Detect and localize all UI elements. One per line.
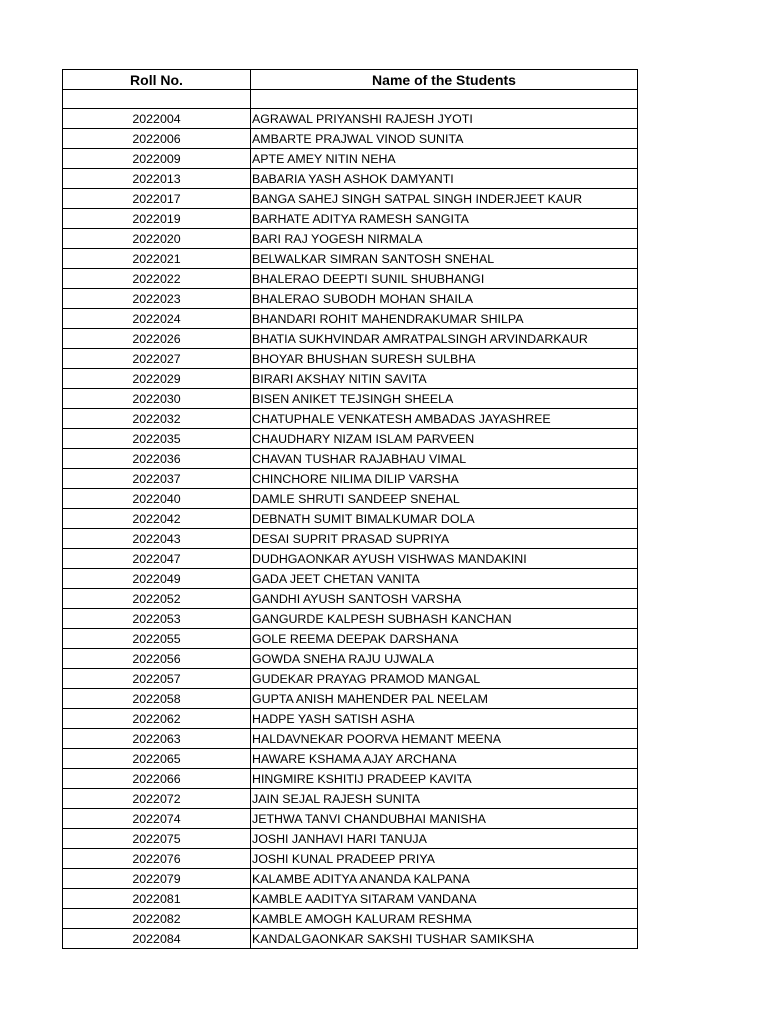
roll-number-cell: 2022037 — [63, 469, 251, 489]
roll-number-cell: 2022084 — [63, 929, 251, 949]
roll-number-cell: 2022065 — [63, 749, 251, 769]
student-name-cell: CHATUPHALE VENKATESH AMBADAS JAYASHREE — [251, 409, 638, 429]
table-row — [63, 569, 638, 589]
table-row — [63, 809, 638, 829]
table-row — [63, 289, 638, 309]
table-row — [63, 249, 638, 269]
table-row — [63, 829, 638, 849]
student-name-cell: BARHATE ADITYA RAMESH SANGITA — [251, 209, 638, 229]
roll-number-cell: 2022047 — [63, 549, 251, 569]
student-name-cell: HALDAVNEKAR POORVA HEMANT MEENA — [251, 729, 638, 749]
student-name-cell: HINGMIRE KSHITIJ PRADEEP KAVITA — [251, 769, 638, 789]
table-row — [63, 689, 638, 709]
roll-number-cell: 2022030 — [63, 389, 251, 409]
roll-number-cell: 2022042 — [63, 509, 251, 529]
student-name-cell: BARI RAJ YOGESH NIRMALA — [251, 229, 638, 249]
table-row — [63, 489, 638, 509]
student-name-cell: HAWARE KSHAMA AJAY ARCHANA — [251, 749, 638, 769]
table-row — [63, 369, 638, 389]
student-name-cell: BISEN ANIKET TEJSINGH SHEELA — [251, 389, 638, 409]
student-name-cell: HADPE YASH SATISH ASHA — [251, 709, 638, 729]
roll-number-cell: 2022053 — [63, 609, 251, 629]
student-name-cell: GANDHI AYUSH SANTOSH VARSHA — [251, 589, 638, 609]
roll-number-cell: 2022004 — [63, 109, 251, 129]
roll-number-cell: 2022022 — [63, 269, 251, 289]
roll-number-cell: 2022029 — [63, 369, 251, 389]
student-name-cell: AMBARTE PRAJWAL VINOD SUNITA — [251, 129, 638, 149]
blank-row — [63, 90, 638, 109]
roll-number-cell: 2022040 — [63, 489, 251, 509]
table-row — [63, 309, 638, 329]
table-row — [63, 849, 638, 869]
student-name-cell: KALAMBE ADITYA ANANDA KALPANA — [251, 869, 638, 889]
table-row — [63, 549, 638, 569]
roll-number-cell: 2022013 — [63, 169, 251, 189]
table-row — [63, 349, 638, 369]
table-row — [63, 789, 638, 809]
student-name-cell: DAMLE SHRUTI SANDEEP SNEHAL — [251, 489, 638, 509]
roll-number-cell: 2022057 — [63, 669, 251, 689]
roll-number-cell: 2022024 — [63, 309, 251, 329]
roll-number-cell: 2022056 — [63, 649, 251, 669]
student-name-cell: AGRAWAL PRIYANSHI RAJESH JYOTI — [251, 109, 638, 129]
student-name-cell: CHAUDHARY NIZAM ISLAM PARVEEN — [251, 429, 638, 449]
student-name-cell: KAMBLE AADITYA SITARAM VANDANA — [251, 889, 638, 909]
roll-number-cell: 2022052 — [63, 589, 251, 609]
student-name-cell: BHOYAR BHUSHAN SURESH SULBHA — [251, 349, 638, 369]
table-row — [63, 329, 638, 349]
table-row — [63, 749, 638, 769]
header-row — [63, 70, 638, 90]
student-name-cell: BHATIA SUKHVINDAR AMRATPALSINGH ARVINDARKAUR — [251, 329, 638, 349]
table-row — [63, 729, 638, 749]
table-row — [63, 769, 638, 789]
student-name-cell: GADA JEET CHETAN VANITA — [251, 569, 638, 589]
table-row — [63, 129, 638, 149]
roll-number-cell: 2022058 — [63, 689, 251, 709]
table-row — [63, 449, 638, 469]
table-row — [63, 649, 638, 669]
header-roll-no: Roll No. — [63, 70, 251, 90]
student-name-cell: CHAVAN TUSHAR RAJABHAU VIMAL — [251, 449, 638, 469]
table-row — [63, 269, 638, 289]
student-name-cell: DESAI SUPRIT PRASAD SUPRIYA — [251, 529, 638, 549]
student-name-cell: JOSHI JANHAVI HARI TANUJA — [251, 829, 638, 849]
table-row — [63, 589, 638, 609]
student-name-cell: BABARIA YASH ASHOK DAMYANTI — [251, 169, 638, 189]
student-name-cell: BHANDARI ROHIT MAHENDRAKUMAR SHILPA — [251, 309, 638, 329]
roll-number-cell: 2022066 — [63, 769, 251, 789]
table-row — [63, 169, 638, 189]
student-name-cell: APTE AMEY NITIN NEHA — [251, 149, 638, 169]
table-row — [63, 469, 638, 489]
roll-number-cell: 2022081 — [63, 889, 251, 909]
student-name-cell: KAMBLE AMOGH KALURAM RESHMA — [251, 909, 638, 929]
blank-cell — [251, 90, 638, 109]
table-row — [63, 629, 638, 649]
table-row — [63, 109, 638, 129]
blank-cell — [63, 90, 251, 109]
roll-number-cell: 2022074 — [63, 809, 251, 829]
table-row — [63, 389, 638, 409]
roll-number-cell: 2022027 — [63, 349, 251, 369]
roll-number-cell: 2022043 — [63, 529, 251, 549]
table-body — [63, 90, 638, 949]
roll-number-cell: 2022032 — [63, 409, 251, 429]
student-name-cell: BHALERAO SUBODH MOHAN SHAILA — [251, 289, 638, 309]
roll-number-cell: 2022062 — [63, 709, 251, 729]
student-name-cell: JOSHI KUNAL PRADEEP PRIYA — [251, 849, 638, 869]
table-row — [63, 909, 638, 929]
roll-number-cell: 2022076 — [63, 849, 251, 869]
table-row — [63, 189, 638, 209]
table-row — [63, 869, 638, 889]
student-name-cell: BIRARI AKSHAY NITIN SAVITA — [251, 369, 638, 389]
roll-number-cell: 2022075 — [63, 829, 251, 849]
roll-number-cell: 2022035 — [63, 429, 251, 449]
table-row — [63, 929, 638, 949]
student-name-cell: GANGURDE KALPESH SUBHASH KANCHAN — [251, 609, 638, 629]
student-name-cell: KANDALGAONKAR SAKSHI TUSHAR SAMIKSHA — [251, 929, 638, 949]
student-name-cell: DUDHGAONKAR AYUSH VISHWAS MANDAKINI — [251, 549, 638, 569]
table-row — [63, 509, 638, 529]
roll-number-cell: 2022049 — [63, 569, 251, 589]
student-name-cell: CHINCHORE NILIMA DILIP VARSHA — [251, 469, 638, 489]
student-name-cell: GUPTA ANISH MAHENDER PAL NEELAM — [251, 689, 638, 709]
table-row — [63, 409, 638, 429]
roll-number-cell: 2022079 — [63, 869, 251, 889]
table-row — [63, 609, 638, 629]
student-name-cell: BELWALKAR SIMRAN SANTOSH SNEHAL — [251, 249, 638, 269]
table-row — [63, 149, 638, 169]
student-name-cell: JAIN SEJAL RAJESH SUNITA — [251, 789, 638, 809]
roll-number-cell: 2022006 — [63, 129, 251, 149]
roll-number-cell: 2022072 — [63, 789, 251, 809]
roll-number-cell: 2022021 — [63, 249, 251, 269]
roll-number-cell: 2022036 — [63, 449, 251, 469]
table-row — [63, 209, 638, 229]
roll-number-cell: 2022017 — [63, 189, 251, 209]
student-name-cell: JETHWA TANVI CHANDUBHAI MANISHA — [251, 809, 638, 829]
roll-number-cell: 2022019 — [63, 209, 251, 229]
student-name-cell: BANGA SAHEJ SINGH SATPAL SINGH INDERJEET KAUR — [251, 189, 638, 209]
student-name-cell: GOWDA SNEHA RAJU UJWALA — [251, 649, 638, 669]
student-name-cell: BHALERAO DEEPTI SUNIL SHUBHANGI — [251, 269, 638, 289]
student-name-cell: DEBNATH SUMIT BIMALKUMAR DOLA — [251, 509, 638, 529]
table-row — [63, 709, 638, 729]
table-row — [63, 889, 638, 909]
roll-number-cell: 2022063 — [63, 729, 251, 749]
roll-number-cell: 2022055 — [63, 629, 251, 649]
table-row — [63, 429, 638, 449]
roll-number-cell: 2022020 — [63, 229, 251, 249]
roll-number-cell: 2022082 — [63, 909, 251, 929]
student-name-cell: GUDEKAR PRAYAG PRAMOD MANGAL — [251, 669, 638, 689]
table-row — [63, 529, 638, 549]
table-row — [63, 669, 638, 689]
table-row — [63, 229, 638, 249]
roll-number-cell: 2022009 — [63, 149, 251, 169]
student-name-cell: GOLE REEMA DEEPAK DARSHANA — [251, 629, 638, 649]
student-roster-table — [62, 69, 638, 949]
roll-number-cell: 2022023 — [63, 289, 251, 309]
table-header — [63, 70, 638, 90]
roll-number-cell: 2022026 — [63, 329, 251, 349]
header-student-name: Name of the Students — [251, 70, 638, 90]
